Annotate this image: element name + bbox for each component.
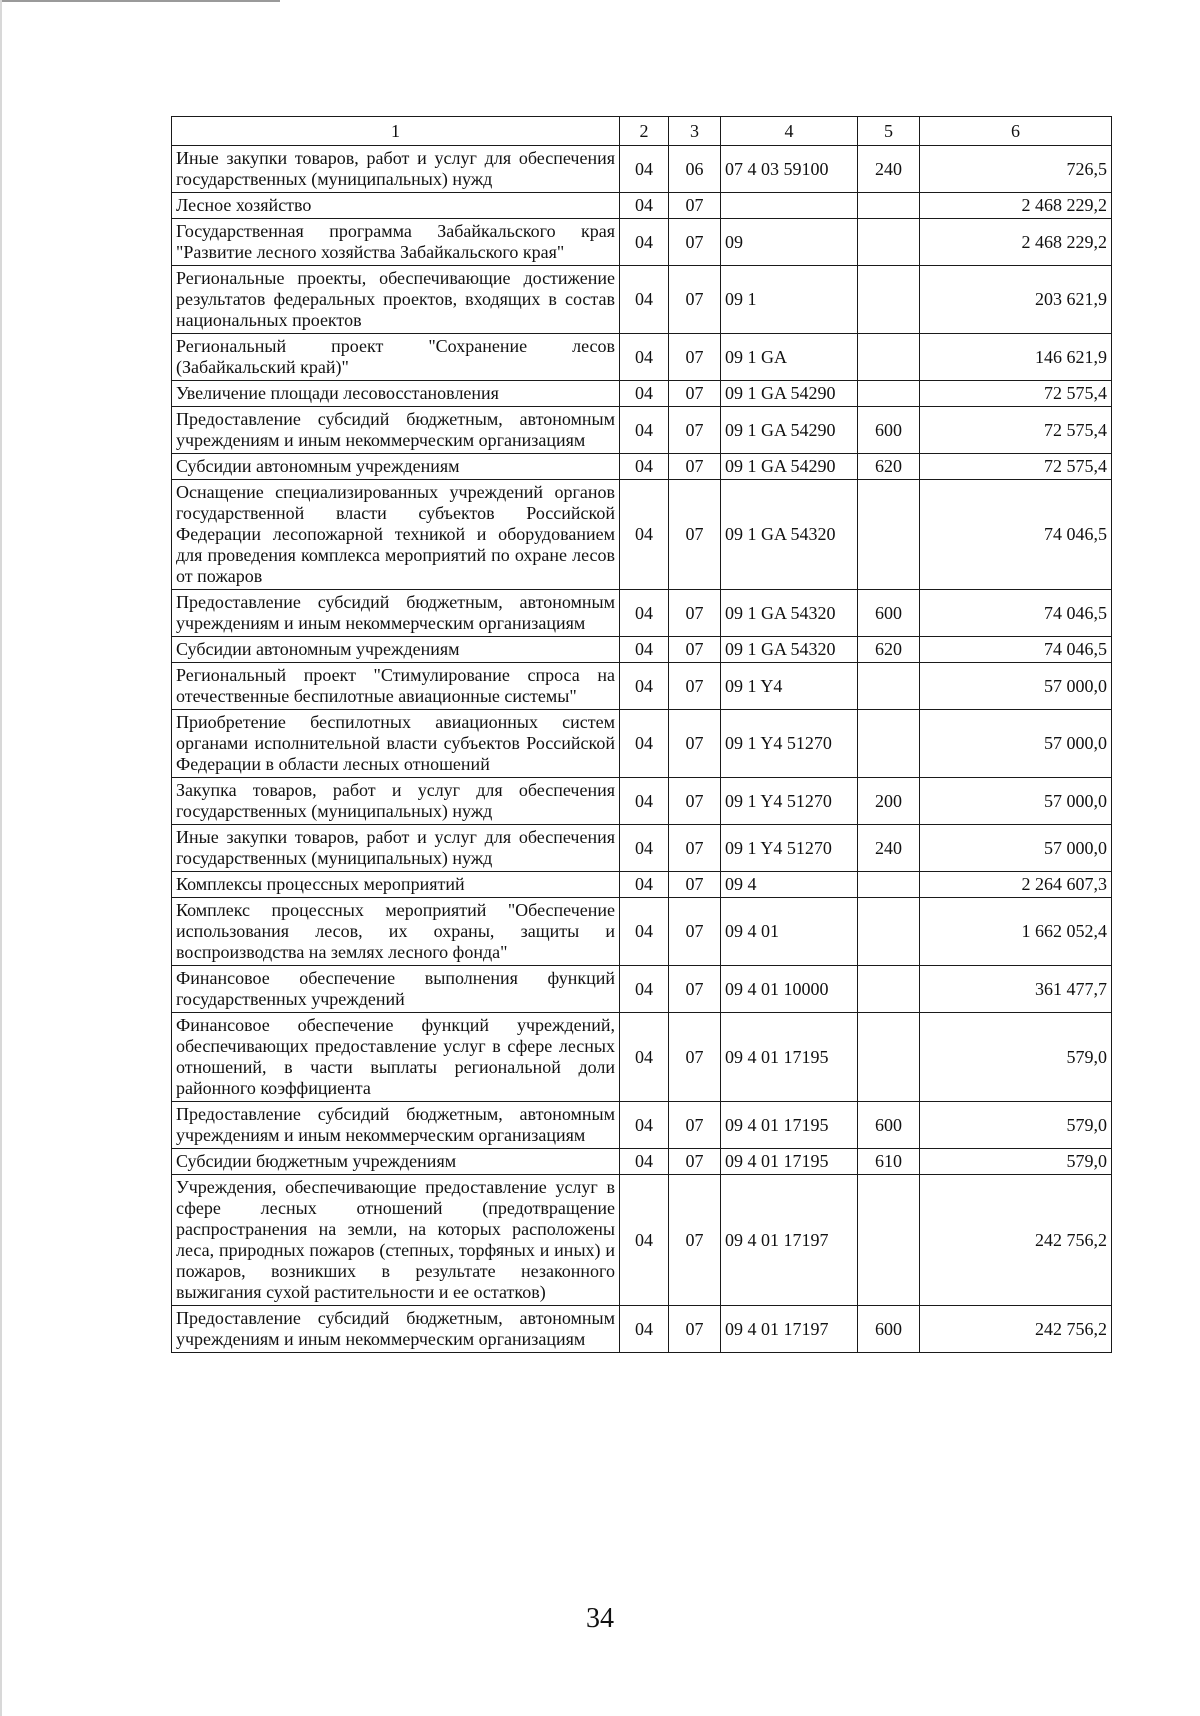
amount-cell: 2 264 607,3 <box>920 872 1112 898</box>
table-row <box>172 898 1112 966</box>
section-code-cell: 04 <box>620 407 669 454</box>
section-code-cell: 04 <box>620 480 669 590</box>
table-row <box>172 637 1112 663</box>
subsection-code-cell: 07 <box>669 1013 721 1102</box>
target-article-cell: 09 1 Y4 51270 <box>721 710 858 778</box>
section-code-cell: 04 <box>620 778 669 825</box>
expense-type-cell: 240 <box>858 825 920 872</box>
target-article-cell: 09 1 <box>721 266 858 334</box>
amount-cell: 72 575,4 <box>920 454 1112 480</box>
expense-type-cell: 600 <box>858 1102 920 1149</box>
subsection-code-cell: 07 <box>669 334 721 381</box>
expense-type-cell <box>858 334 920 381</box>
item-name-cell: Финансовое обеспечение функций учреждений, обеспечивающих предоставление услуг в сфере лесных отношений, в части выплаты региональной доли районного коэффициента <box>172 1013 620 1102</box>
target-article-cell: 09 <box>721 219 858 266</box>
expense-type-cell <box>858 193 920 219</box>
table-row <box>172 334 1112 381</box>
target-article-cell: 09 1 GA 54320 <box>721 480 858 590</box>
expense-type-cell: 600 <box>858 1306 920 1353</box>
section-code-cell: 04 <box>620 219 669 266</box>
item-name-cell: Государственная программа Забайкальского края "Развитие лесного хозяйства Забайкальского края" <box>172 219 620 266</box>
target-article-cell: 09 1 Y4 51270 <box>721 825 858 872</box>
amount-cell: 579,0 <box>920 1013 1112 1102</box>
table-row <box>172 1306 1112 1353</box>
table-row <box>172 1102 1112 1149</box>
expense-type-cell <box>858 898 920 966</box>
table-row <box>172 1013 1112 1102</box>
target-article-cell: 09 1 GA 54290 <box>721 407 858 454</box>
subsection-code-cell: 07 <box>669 898 721 966</box>
expense-type-cell <box>858 872 920 898</box>
item-name-cell: Региональный проект "Сохранение лесов (Забайкальский край)" <box>172 334 620 381</box>
amount-cell: 57 000,0 <box>920 663 1112 710</box>
amount-cell: 1 662 052,4 <box>920 898 1112 966</box>
expense-type-cell: 200 <box>858 778 920 825</box>
table-row <box>172 872 1112 898</box>
target-article-cell: 09 4 01 17195 <box>721 1013 858 1102</box>
subsection-code-cell: 07 <box>669 1149 721 1175</box>
amount-cell: 726,5 <box>920 146 1112 193</box>
subsection-code-cell: 06 <box>669 146 721 193</box>
item-name-cell: Приобретение беспилотных авиационных систем органами исполнительной власти субъектов Российской Федерации в области лесных отношений <box>172 710 620 778</box>
item-name-cell: Предоставление субсидий бюджетным, автономным учреждениям и иным некоммерческим организациям <box>172 407 620 454</box>
subsection-code-cell: 07 <box>669 1102 721 1149</box>
scan-edge-line <box>0 0 2 1716</box>
table-row <box>172 193 1112 219</box>
target-article-cell: 09 4 01 10000 <box>721 966 858 1013</box>
expense-type-cell: 620 <box>858 637 920 663</box>
expense-type-cell <box>858 266 920 334</box>
section-code-cell: 04 <box>620 663 669 710</box>
amount-cell: 242 756,2 <box>920 1175 1112 1306</box>
amount-cell: 361 477,7 <box>920 966 1112 1013</box>
section-code-cell: 04 <box>620 1102 669 1149</box>
amount-cell: 579,0 <box>920 1149 1112 1175</box>
target-article-cell: 09 1 Y4 <box>721 663 858 710</box>
section-code-cell: 04 <box>620 146 669 193</box>
subsection-code-cell: 07 <box>669 266 721 334</box>
amount-cell: 57 000,0 <box>920 825 1112 872</box>
subsection-code-cell: 07 <box>669 1175 721 1306</box>
subsection-code-cell: 07 <box>669 710 721 778</box>
target-article-cell: 09 1 Y4 51270 <box>721 778 858 825</box>
amount-cell: 203 621,9 <box>920 266 1112 334</box>
subsection-code-cell: 07 <box>669 663 721 710</box>
amount-cell: 57 000,0 <box>920 710 1112 778</box>
table-row <box>172 590 1112 637</box>
expense-type-cell <box>858 663 920 710</box>
table-row <box>172 219 1112 266</box>
expense-type-cell <box>858 1175 920 1306</box>
subsection-code-cell: 07 <box>669 219 721 266</box>
section-code-cell: 04 <box>620 1175 669 1306</box>
section-code-cell: 04 <box>620 334 669 381</box>
table-row <box>172 825 1112 872</box>
table-row <box>172 454 1112 480</box>
section-code-cell: 04 <box>620 825 669 872</box>
subsection-code-cell: 07 <box>669 872 721 898</box>
table-row <box>172 966 1112 1013</box>
column-header: 2 <box>620 117 669 146</box>
item-name-cell: Субсидии автономным учреждениям <box>172 637 620 663</box>
expense-type-cell <box>858 381 920 407</box>
amount-cell: 72 575,4 <box>920 407 1112 454</box>
table-row <box>172 480 1112 590</box>
table-row <box>172 778 1112 825</box>
target-article-cell: 09 4 01 17195 <box>721 1102 858 1149</box>
table-header-row <box>172 117 1112 146</box>
amount-cell: 74 046,5 <box>920 480 1112 590</box>
item-name-cell: Предоставление субсидий бюджетным, автономным учреждениям и иным некоммерческим организациям <box>172 1306 620 1353</box>
item-name-cell: Оснащение специализированных учреждений органов государственной власти субъектов Российской Федерации лесопожарной техникой и оборудованием для проведения комплекса мероприятий по охране лесов от пожаров <box>172 480 620 590</box>
column-header: 6 <box>920 117 1112 146</box>
target-article-cell: 09 4 01 17197 <box>721 1306 858 1353</box>
section-code-cell: 04 <box>620 966 669 1013</box>
subsection-code-cell: 07 <box>669 381 721 407</box>
item-name-cell: Предоставление субсидий бюджетным, автономным учреждениям и иным некоммерческим организациям <box>172 1102 620 1149</box>
expense-type-cell: 600 <box>858 407 920 454</box>
amount-cell: 57 000,0 <box>920 778 1112 825</box>
section-code-cell: 04 <box>620 637 669 663</box>
expense-type-cell: 240 <box>858 146 920 193</box>
target-article-cell: 09 1 GA <box>721 334 858 381</box>
expense-type-cell <box>858 219 920 266</box>
column-header: 4 <box>721 117 858 146</box>
subsection-code-cell: 07 <box>669 407 721 454</box>
table-row <box>172 1149 1112 1175</box>
amount-cell: 579,0 <box>920 1102 1112 1149</box>
subsection-code-cell: 07 <box>669 480 721 590</box>
table-row <box>172 266 1112 334</box>
page-number: 34 <box>586 1603 614 1634</box>
table-row <box>172 146 1112 193</box>
item-name-cell: Субсидии бюджетным учреждениям <box>172 1149 620 1175</box>
item-name-cell: Учреждения, обеспечивающие предоставление услуг в сфере лесных отношений (предотвращение распространения на земли, на которых расположены леса, природных пожаров (степных, торфяных и иных) и пожаров, возникших в результате незаконного выжигания сухой растительности и ее остатков) <box>172 1175 620 1306</box>
amount-cell: 72 575,4 <box>920 381 1112 407</box>
amount-cell: 242 756,2 <box>920 1306 1112 1353</box>
target-article-cell: 09 4 01 17195 <box>721 1149 858 1175</box>
budget-table <box>171 116 1112 1353</box>
budget-table-body <box>172 117 1112 1353</box>
target-article-cell: 09 1 GA 54320 <box>721 590 858 637</box>
item-name-cell: Комплекс процессных мероприятий "Обеспечение использования лесов, их охраны, защиты и воспроизводства на землях лесного фонда" <box>172 898 620 966</box>
item-name-cell: Иные закупки товаров, работ и услуг для обеспечения государственных (муниципальных) нужд <box>172 146 620 193</box>
amount-cell: 74 046,5 <box>920 637 1112 663</box>
section-code-cell: 04 <box>620 1013 669 1102</box>
subsection-code-cell: 07 <box>669 454 721 480</box>
item-name-cell: Региональный проект "Стимулирование спроса на отечественные беспилотные авиационные системы" <box>172 663 620 710</box>
item-name-cell: Увеличение площади лесовосстановления <box>172 381 620 407</box>
item-name-cell: Комплексы процессных мероприятий <box>172 872 620 898</box>
target-article-cell: 09 4 01 17197 <box>721 1175 858 1306</box>
item-name-cell: Финансовое обеспечение выполнения функций государственных учреждений <box>172 966 620 1013</box>
item-name-cell: Субсидии автономным учреждениям <box>172 454 620 480</box>
subsection-code-cell: 07 <box>669 966 721 1013</box>
subsection-code-cell: 07 <box>669 1306 721 1353</box>
amount-cell: 2 468 229,2 <box>920 193 1112 219</box>
subsection-code-cell: 07 <box>669 193 721 219</box>
section-code-cell: 04 <box>620 454 669 480</box>
target-article-cell: 09 1 GA 54290 <box>721 381 858 407</box>
column-header: 5 <box>858 117 920 146</box>
section-code-cell: 04 <box>620 1306 669 1353</box>
subsection-code-cell: 07 <box>669 637 721 663</box>
section-code-cell: 04 <box>620 266 669 334</box>
item-name-cell: Закупка товаров, работ и услуг для обеспечения государственных (муниципальных) нужд <box>172 778 620 825</box>
amount-cell: 74 046,5 <box>920 590 1112 637</box>
item-name-cell: Иные закупки товаров, работ и услуг для обеспечения государственных (муниципальных) нужд <box>172 825 620 872</box>
table-row <box>172 710 1112 778</box>
target-article-cell: 09 4 01 <box>721 898 858 966</box>
target-article-cell: 09 1 GA 54290 <box>721 454 858 480</box>
table-row <box>172 1175 1112 1306</box>
amount-cell: 146 621,9 <box>920 334 1112 381</box>
item-name-cell: Лесное хозяйство <box>172 193 620 219</box>
item-name-cell: Предоставление субсидий бюджетным, автономным учреждениям и иным некоммерческим организациям <box>172 590 620 637</box>
expense-type-cell: 600 <box>858 590 920 637</box>
target-article-cell: 09 4 <box>721 872 858 898</box>
target-article-cell <box>721 193 858 219</box>
section-code-cell: 04 <box>620 381 669 407</box>
section-code-cell: 04 <box>620 710 669 778</box>
item-name-cell: Региональные проекты, обеспечивающие достижение результатов федеральных проектов, входящих в состав национальных проектов <box>172 266 620 334</box>
section-code-cell: 04 <box>620 590 669 637</box>
section-code-cell: 04 <box>620 872 669 898</box>
section-code-cell: 04 <box>620 193 669 219</box>
expense-type-cell <box>858 480 920 590</box>
scan-edge-line <box>0 0 280 2</box>
column-header: 3 <box>669 117 721 146</box>
subsection-code-cell: 07 <box>669 825 721 872</box>
expense-type-cell: 620 <box>858 454 920 480</box>
target-article-cell: 09 1 GA 54320 <box>721 637 858 663</box>
section-code-cell: 04 <box>620 1149 669 1175</box>
expense-type-cell <box>858 710 920 778</box>
subsection-code-cell: 07 <box>669 590 721 637</box>
expense-type-cell <box>858 1013 920 1102</box>
amount-cell: 2 468 229,2 <box>920 219 1112 266</box>
target-article-cell: 07 4 03 59100 <box>721 146 858 193</box>
expense-type-cell <box>858 966 920 1013</box>
table-row <box>172 663 1112 710</box>
section-code-cell: 04 <box>620 898 669 966</box>
subsection-code-cell: 07 <box>669 778 721 825</box>
table-row <box>172 381 1112 407</box>
expense-type-cell: 610 <box>858 1149 920 1175</box>
table-row <box>172 407 1112 454</box>
column-header: 1 <box>172 117 620 146</box>
